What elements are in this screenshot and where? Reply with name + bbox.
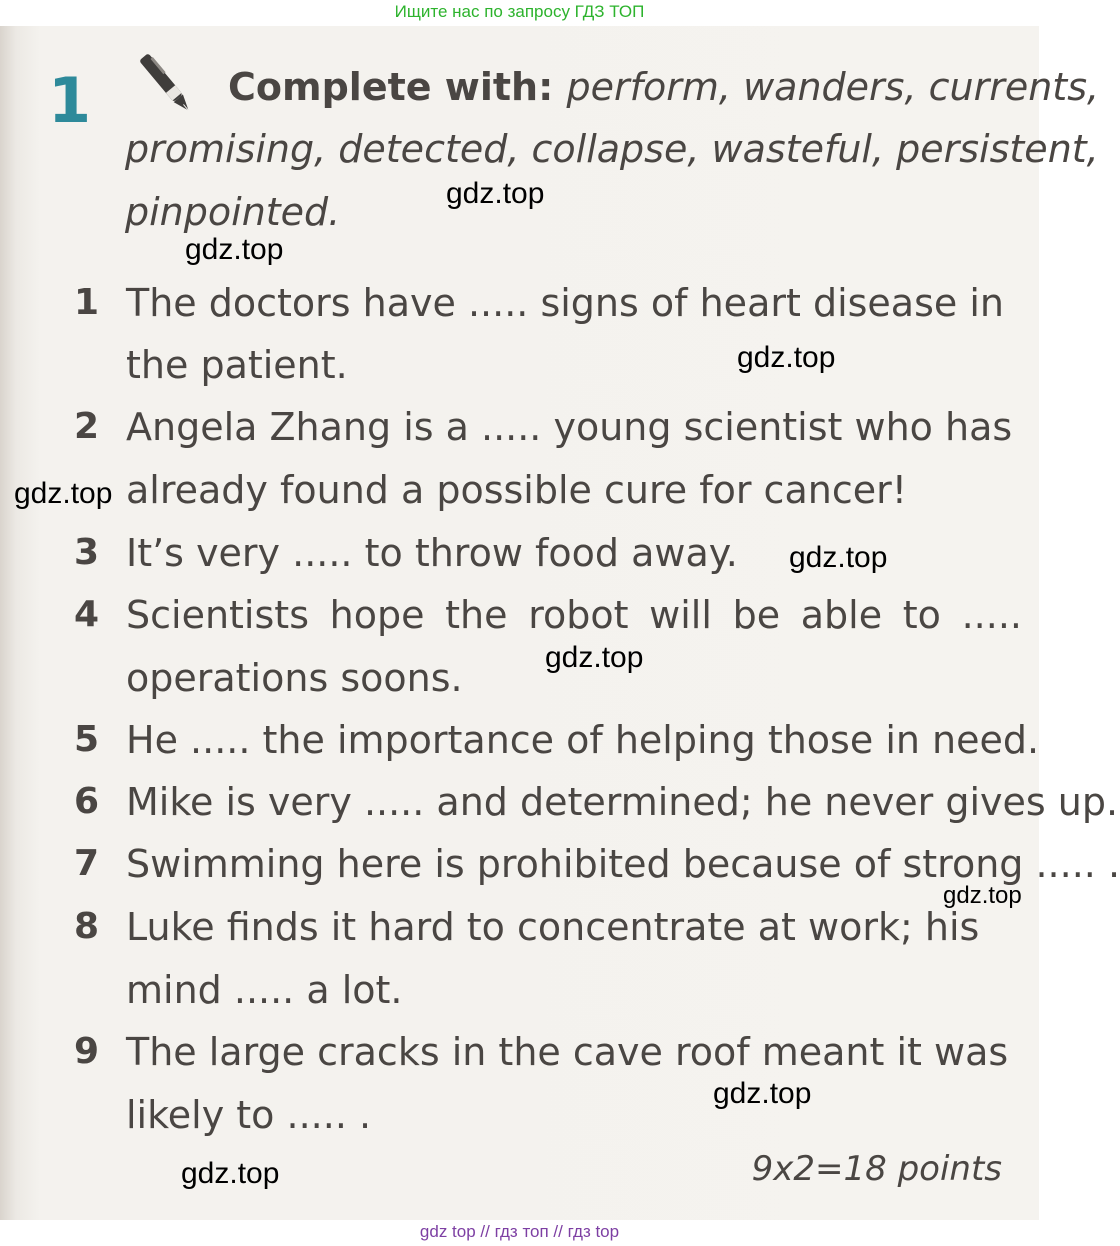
- question-number: 6: [74, 781, 100, 822]
- word-list-line-3: pinpointed.: [125, 190, 341, 234]
- watermark: gdz.top: [943, 882, 1022, 909]
- question-text: the patient.: [126, 343, 348, 387]
- word-list-line-2: promising, detected, collapse, wasteful, persistent,: [125, 127, 1099, 171]
- pen-icon: [128, 46, 208, 126]
- watermark: gdz.top: [713, 1077, 812, 1110]
- instruction-line-1: [228, 62, 1099, 112]
- question-number: 7: [74, 843, 100, 884]
- question-number: 3: [74, 532, 100, 573]
- question-text: Swimming here is prohibited because of strong ..... .: [126, 842, 1120, 886]
- question-text: He ..... the importance of helping those in need.: [126, 718, 1040, 762]
- watermark: gdz.top: [545, 641, 644, 674]
- top-banner[interactable]: Ищите нас по запросу ГДЗ ТОП: [394, 2, 645, 21]
- instruction-line-2: [125, 124, 1099, 174]
- question-text: mind ..... a lot.: [126, 968, 403, 1012]
- question-number: 5: [74, 719, 100, 760]
- question-text: likely to ..... .: [126, 1093, 372, 1137]
- question-text: already found a possible cure for cancer!: [126, 468, 907, 512]
- question-number: 2: [74, 406, 100, 447]
- question-text: The doctors have ..... signs of heart disease in: [126, 281, 1004, 325]
- question-text: Mike is very ..... and determined; he never gives up.: [126, 780, 1119, 824]
- watermark: gdz.top: [185, 233, 284, 266]
- exercise-number: 1: [48, 64, 92, 137]
- watermark: gdz.top: [14, 477, 113, 510]
- question-text: Angela Zhang is a ..... young scientist who has: [126, 405, 1013, 449]
- question-number: 1: [74, 282, 100, 323]
- question-number: 4: [74, 594, 100, 635]
- watermark: gdz.top: [789, 541, 888, 574]
- word-list-line-1: perform, wanders, currents,: [566, 65, 1100, 109]
- question-text: Luke finds it hard to concentrate at work; his: [126, 905, 980, 949]
- points-total: 9x2=18 points: [751, 1149, 1002, 1189]
- instruction-lead: Complete with:: [228, 65, 567, 109]
- watermark: gdz.top: [737, 341, 836, 374]
- bottom-banner[interactable]: gdz top // гдз топ // гдз top: [419, 1222, 620, 1241]
- instruction-line-3: [125, 187, 340, 237]
- question-text: Scientists hope the robot will be able to .....: [126, 593, 1022, 637]
- watermark: gdz.top: [181, 1157, 280, 1190]
- question-number: 9: [74, 1031, 100, 1072]
- question-text: operations soons.: [126, 656, 463, 700]
- question-text: The large cracks in the cave roof meant it was: [126, 1030, 1009, 1074]
- watermark: gdz.top: [446, 177, 545, 210]
- question-number: 8: [74, 906, 100, 947]
- question-text: It’s very ..... to throw food away.: [126, 531, 738, 575]
